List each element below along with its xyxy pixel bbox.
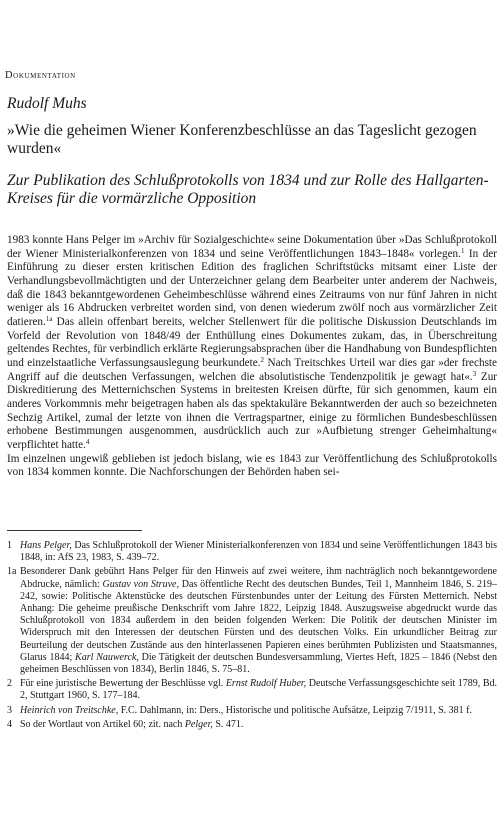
section-label: Dokumentation xyxy=(5,70,76,81)
body-text-segment: Zur Diskreditierung des Metternichschen Systems in breitesten Kreisen dürfte, für sich genommen, kaum ein anderes Vorkommnis mehr beigetragen haben als das spektakuläre Bekanntwerden der auch so bezeichneten Sechzig Artikel, zumal der letzte von ihnen die Vertragspartner, einige zu förmlichen Bundesbeschlüssen erhobene Bestimmungen ausgenommen, ausdrücklich auch zur »Aufbietung strenger Geheimhaltung« verpflichtet hatte. xyxy=(7,370,498,451)
footnote-ref[interactable]: 3 xyxy=(472,369,477,378)
footnote-text-segment: Die Tätigkeit der deutschen Bundesversammlung, Viertes Heft, 1825 – 1846 (Nebst den geheimen Beschlüssen von 1834), Berlin 1846, S. 75–81. xyxy=(20,651,497,676)
footnote xyxy=(7,540,497,564)
footnote-text-segment: Das öffentliche Recht des deutschen Bundes, Teil 1, Mannheim 1846, S. 219–242, sowie: Politische Aktenstücke des deutschen Fürstenbundes unter der Leitung des Fürsten Metternich. Nebst Anhang: Die geheime preußische Denkschrift vom Jahre 1822, Leipzig 1848. Auszugsweise abgedruckt wurde das Schlußprotokoll von 1834 außerdem in den beiden folgenden Werken: Die Politik der deutschen Minister im Widerspruch mit den Interessen der deutschen Fürsten und des deutschen Volks. Ein urkundlicher Beitrag zur Beurteilung der deutschen Zustände aus den hinterlassenen Papieren eines berühmten Publizisten und Staatsmannes, Glarus 1844; xyxy=(20,578,497,663)
footnote-text xyxy=(20,540,497,564)
footnote-text-segment: Für eine juristische Bewertung der Beschlüsse vgl. xyxy=(20,678,226,690)
body-paragraph-1 xyxy=(7,234,497,453)
footnote-text xyxy=(20,678,497,702)
footnote-author: Pelger, xyxy=(184,718,213,730)
footnote-author: Ernst Rudolf Huber, xyxy=(225,678,307,690)
footnote xyxy=(7,566,497,676)
footnote-text-segment: Das Schlußprotokoll der Wiener Ministerialkonferenzen von 1834 und seine Veröffentlichungen 1843 bis 1848, in: AfS 23, 1983, S. 439–72. xyxy=(20,540,498,564)
footnote-number: 2 xyxy=(7,678,12,690)
footnote xyxy=(7,719,497,731)
footnote-author: Heinrich von Treitschke, xyxy=(20,704,119,716)
body-text-segment: Das allein offenbart bereits, welcher Stellenwert für die politische Diskussion Deutschlands im Vorfeld der Revolution von 1848/49 der Enthüllung eines Dokumentes zukam, das, in Überschreitung geltendes Rechtes, für verbindlich erklärte Regierungsabsprachen über die Handhabung von Bundespflichten und einzelstaatliche Verfassungsauslegung beurkundete. xyxy=(7,315,497,369)
body-text-segment: In der Einführung zu dieser ersten kritischen Edition des fraglichen Schriftstücks mitsamt einer Liste der Verhandlungsbevollmächtigten und der Unterzeichner gelang dem Bearbeiter unter anderem der Nachweis, daß die 1843 bekanntgewordenen Geheimbeschlüsse während eines Zeitraums von nur fünf Jahren in nicht weniger als 16 Abdrucken verbreitet worden sind, von denen wiederum zwölf noch aus vormärzlicher Zeit datieren. xyxy=(7,247,497,328)
footnote-text-segment: F.C. Dahlmann, in: Ders., Historische und politische Aufsätze, Leipzig 7/1911, S. 381 f. xyxy=(118,704,472,716)
footnote-text-segment: So der Wortlaut von Artikel 60; zit. nach xyxy=(20,718,185,730)
footnote-author: Karl Nauwerck, xyxy=(75,651,139,663)
footnote-text xyxy=(20,719,497,731)
article-subtitle: Zur Publikation des Schlußprotokolls von 1834 und zur Rolle des Hallgarten-Kreises für die vormärzliche Opposition xyxy=(7,172,489,207)
footnote-number: 1a xyxy=(7,566,17,578)
body-text xyxy=(7,234,497,480)
body-text-segment: Nach Treitschkes Urteil war dies gar »der frechste Angriff auf die deutschen Verfassungen, welchen die absolutistische Tendenzpolitik je gewagt hat«. xyxy=(7,356,498,383)
footnote-author: Hans Pelger, xyxy=(20,540,72,551)
footnote-ref[interactable]: 1 xyxy=(460,246,465,255)
footnote-number: 1 xyxy=(7,540,12,551)
footnote-text xyxy=(20,705,497,717)
footnote-text-segment: Besonderer Dank gebührt Hans Pelger für den Hinweis auf zwei weitere, ihm nachträglich noch bekanntgewordene Abdrucke, nämlich: xyxy=(20,566,497,590)
footnote-ref[interactable]: 2 xyxy=(260,355,265,364)
author-name: Rudolf Muhs xyxy=(7,95,87,112)
footnote-divider xyxy=(7,530,142,531)
footnote-number: 4 xyxy=(7,718,12,730)
footnote-text-segment: S. 471. xyxy=(212,718,244,730)
footnote-ref[interactable]: 1a xyxy=(45,314,53,323)
footnote-text xyxy=(20,566,497,676)
footnote-text-segment: Deutsche Verfassungsgeschichte seit 1789, Bd. 2, Stuttgart 1960, S. 177–184. xyxy=(20,678,498,702)
footnote-number: 3 xyxy=(7,704,12,716)
body-text-segment: 1983 konnte Hans Pelger im »Archiv für Sozialgeschichte« seine Dokumentation über »Das Schlußprotokoll der Wiener Ministerialkonferenzen von 1834 und seine Veröffentlichungen 1843–1848« vorlegen. xyxy=(7,234,497,260)
footnote-author: Gustav von Struve, xyxy=(102,578,179,590)
footnote xyxy=(7,705,497,717)
footnote xyxy=(7,678,497,702)
footnotes xyxy=(7,540,497,733)
body-paragraph-2: Im einzelnen ungewiß geblieben ist jedoch bislang, wie es 1843 zur Veröffentlichung des Schlußprotokolls von 1834 kommen konnte. Die Nachforschungen der Behörden haben sei- xyxy=(7,452,497,479)
article-title: »Wie die geheimen Wiener Konferenzbeschlüsse an das Tageslicht gezogen wurden« xyxy=(7,122,477,157)
footnote-ref[interactable]: 4 xyxy=(85,437,90,446)
